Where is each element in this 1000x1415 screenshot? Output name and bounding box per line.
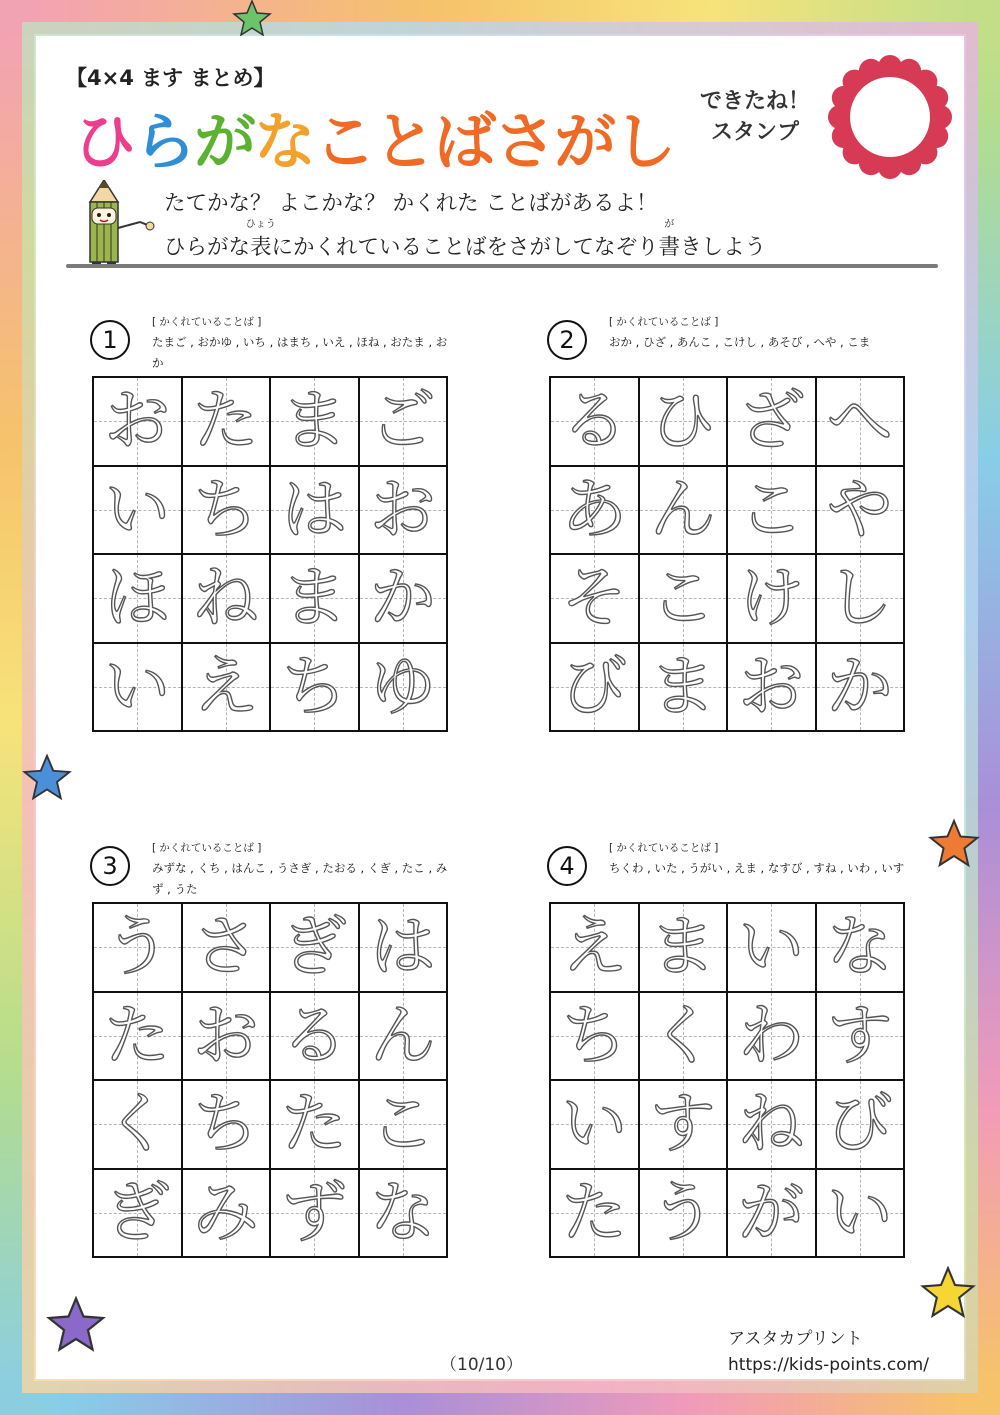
grid-cell[interactable] [359,643,448,732]
stamp-label [690,86,820,148]
tracing-kana: ご [369,382,436,460]
grid-cell[interactable] [727,903,816,992]
pencil-mascot-icon [78,180,160,270]
grid-cell[interactable] [550,992,639,1081]
tracing-kana: ま [281,559,348,637]
grid-cell[interactable] [550,466,639,555]
grid-cell[interactable] [550,903,639,992]
tracing-kana: ち [192,1085,259,1163]
grid-cell[interactable] [639,992,728,1081]
stamp-flower-icon [820,52,960,182]
grid-cell[interactable] [182,1169,271,1258]
tracing-kana: あ [561,470,628,548]
tracing-kana: い [826,1173,893,1251]
grid-cell[interactable] [550,1169,639,1258]
tracing-kana: は [281,470,348,548]
hidden-words-label: [ かくれていることば ] [609,316,719,328]
tracing-kana: ぎ [281,908,348,986]
puzzle-number: 4 [547,846,587,886]
grid-cell[interactable] [550,1080,639,1169]
tracing-kana: す [649,1085,716,1163]
grid-cell[interactable] [816,1080,905,1169]
tracing-kana: る [561,382,628,460]
tracing-kana: が [738,1173,805,1251]
star-icon [928,818,980,868]
tracing-kana: か [369,559,436,637]
grid-cell[interactable] [270,377,359,466]
star-icon [22,752,72,802]
instruction-line-2 [164,219,767,261]
hidden-words-list: ちくわ , いた , うがい , えま , なすび , すね , いわ , いす [609,861,905,875]
grid-cell[interactable] [727,1080,816,1169]
grid-cell[interactable] [727,466,816,555]
tracing-kana: お [738,647,805,725]
kana-grid [549,376,905,732]
grid-cell[interactable] [639,1169,728,1258]
hidden-words-list: たまご , おかゆ , いち , はまち , いえ , ほね , おたま , おか [152,335,448,370]
furigana-reading: ひょう [245,219,276,230]
instruction-text: ひらがな [164,235,251,260]
tracing-kana: く [649,996,716,1074]
grid-cell[interactable] [182,466,271,555]
tracing-kana: ち [192,470,259,548]
tracing-kana: た [561,1173,628,1251]
stamp-label-line1: できたね！ [699,89,810,114]
tracing-kana: ま [649,908,716,986]
tracing-kana: う [104,908,171,986]
title-char: な [254,105,315,178]
grid-cell[interactable] [93,377,182,466]
kana-grid [92,902,448,1258]
star-icon [46,1296,106,1352]
tracing-kana: ゆ [369,647,436,725]
kana-grid [549,902,905,1258]
hidden-words-label: [ かくれていることば ] [609,842,719,854]
grid-cell[interactable] [359,466,448,555]
tracing-kana: ち [281,647,348,725]
grid-cell[interactable] [816,1169,905,1258]
star-icon [920,1266,976,1318]
grid-cell[interactable] [93,643,182,732]
grid-cell[interactable] [93,554,182,643]
grid-cell[interactable] [816,466,905,555]
grid-cell[interactable] [727,643,816,732]
instruction-text: にかくれていることばをさがしてなぞり [271,235,659,260]
brand-name: アスタカプリント [728,1329,863,1349]
tracing-kana: こ [369,1085,436,1163]
grid-cell[interactable] [550,554,639,643]
tracing-kana: い [104,647,171,725]
grid-cell[interactable] [93,992,182,1081]
tracing-kana: ま [281,382,348,460]
title-char: ら [134,105,195,178]
puzzle-number: 1 [90,320,130,360]
tracing-kana: け [738,559,805,637]
grid-cell[interactable] [816,903,905,992]
grid-cell[interactable] [816,643,905,732]
grid-cell[interactable] [639,554,728,643]
grid-cell[interactable] [727,1169,816,1258]
grid-cell[interactable] [639,466,728,555]
tracing-kana: び [826,1085,893,1163]
instruction-line-1: たてかな？ よこかな？ かくれた ことばがあるよ！ [164,191,658,216]
kanji: 表 [250,235,272,260]
tracing-kana: ひ [649,382,716,460]
title-char: が [194,105,255,178]
grid-cell[interactable] [182,903,271,992]
tracing-kana: こ [649,559,716,637]
tracing-kana: さ [192,908,259,986]
instruction-text: きしよう [680,235,767,260]
stamp-label-line2: スタンプ [710,120,799,145]
grid-cell[interactable] [93,1080,182,1169]
tracing-kana: へ [826,382,893,460]
tracing-kana: か [826,647,893,725]
grid-cell[interactable] [182,992,271,1081]
tracing-kana: お [369,470,436,548]
grid-cell[interactable] [359,1080,448,1169]
tracing-kana: し [826,559,893,637]
tracing-kana: る [281,996,348,1074]
grid-cell[interactable] [727,554,816,643]
tracing-kana: み [192,1173,259,1251]
tracing-kana: い [561,1085,628,1163]
tracing-kana: そ [561,559,628,637]
grid-cell[interactable] [550,377,639,466]
tracing-kana: え [192,647,259,725]
tracing-kana: た [104,996,171,1074]
kanji: 書 [658,235,681,260]
grid-cell[interactable] [359,377,448,466]
tracing-kana: ち [561,996,628,1074]
tracing-kana: ね [738,1085,805,1163]
tracing-kana: た [192,382,259,460]
grid-cell[interactable] [639,903,728,992]
grid-cell[interactable] [727,377,816,466]
hidden-words-label: [ かくれていることば ] [152,316,262,328]
tracing-kana: た [281,1085,348,1163]
tracing-kana: や [826,470,893,548]
title-main: ことばさがし [314,105,675,178]
grid-cell[interactable] [270,554,359,643]
grid-cell[interactable] [816,992,905,1081]
furigana-kanji [245,219,276,261]
kana-grid [92,376,448,732]
furigana-reading: が [664,219,675,230]
furigana-kanji [658,219,681,261]
grid-cell[interactable] [270,466,359,555]
tracing-kana: ま [649,647,716,725]
tracing-kana: お [104,382,171,460]
tracing-kana: わ [738,996,805,1074]
tracing-kana: お [192,996,259,1074]
tracing-kana: ん [649,470,716,548]
tracing-kana: く [104,1085,171,1163]
grid-cell[interactable] [359,903,448,992]
grid-cell[interactable] [270,1169,359,1258]
grid-cell[interactable] [182,377,271,466]
grid-cell[interactable] [93,903,182,992]
tracing-kana: び [561,647,628,725]
tracing-kana: ほ [104,559,171,637]
puzzle-number: 3 [90,846,130,886]
tracing-kana: な [826,908,893,986]
grid-cell[interactable] [182,1080,271,1169]
hidden-words-list: みずな , くち , はんこ , うさぎ , たおる , くぎ , たこ , みず , うた [152,861,448,896]
tracing-kana: な [369,1173,436,1251]
brand-block [728,1326,929,1378]
tracing-kana: え [561,908,628,986]
tracing-kana: い [738,908,805,986]
grid-cell[interactable] [639,377,728,466]
grid-cell[interactable] [550,643,639,732]
hidden-words-list: おか , ひざ , あんこ , こけし , あそび , へや , こま [609,335,871,349]
grid-cell[interactable] [93,1169,182,1258]
grid-cell[interactable] [359,1169,448,1258]
tracing-kana: ぎ [104,1173,171,1251]
title-char: ひ [74,105,135,178]
tracing-kana: す [826,996,893,1074]
grid-cell[interactable] [639,643,728,732]
grid-cell[interactable] [359,554,448,643]
grid-cell[interactable] [727,992,816,1081]
tracing-kana: こ [738,470,805,548]
grid-cell[interactable] [816,554,905,643]
grid-cell[interactable] [359,992,448,1081]
grid-cell[interactable] [93,466,182,555]
page-indicator: （10/10） [440,1355,523,1375]
tracing-kana: ざ [738,382,805,460]
grid-cell[interactable] [270,992,359,1081]
grid-cell[interactable] [816,377,905,466]
grid-cell[interactable] [182,643,271,732]
header-divider [66,264,938,268]
grid-cell[interactable] [270,903,359,992]
tracing-kana: ん [369,996,436,1074]
brand-url[interactable]: https://kids-points.com/ [728,1355,929,1375]
hidden-words-label: [ かくれていることば ] [152,842,262,854]
star-icon [232,0,272,36]
tracing-kana: は [369,908,436,986]
puzzle-number: 2 [547,320,587,360]
worksheet-title [74,92,674,181]
worksheet-subtitle: 【4×4 ます まとめ】 [66,66,275,90]
grid-cell[interactable] [270,1080,359,1169]
tracing-kana: ね [192,559,259,637]
grid-cell[interactable] [270,643,359,732]
tracing-kana: う [649,1173,716,1251]
tracing-kana: い [104,470,171,548]
grid-cell[interactable] [182,554,271,643]
grid-cell[interactable] [639,1080,728,1169]
tracing-kana: ず [281,1173,348,1251]
